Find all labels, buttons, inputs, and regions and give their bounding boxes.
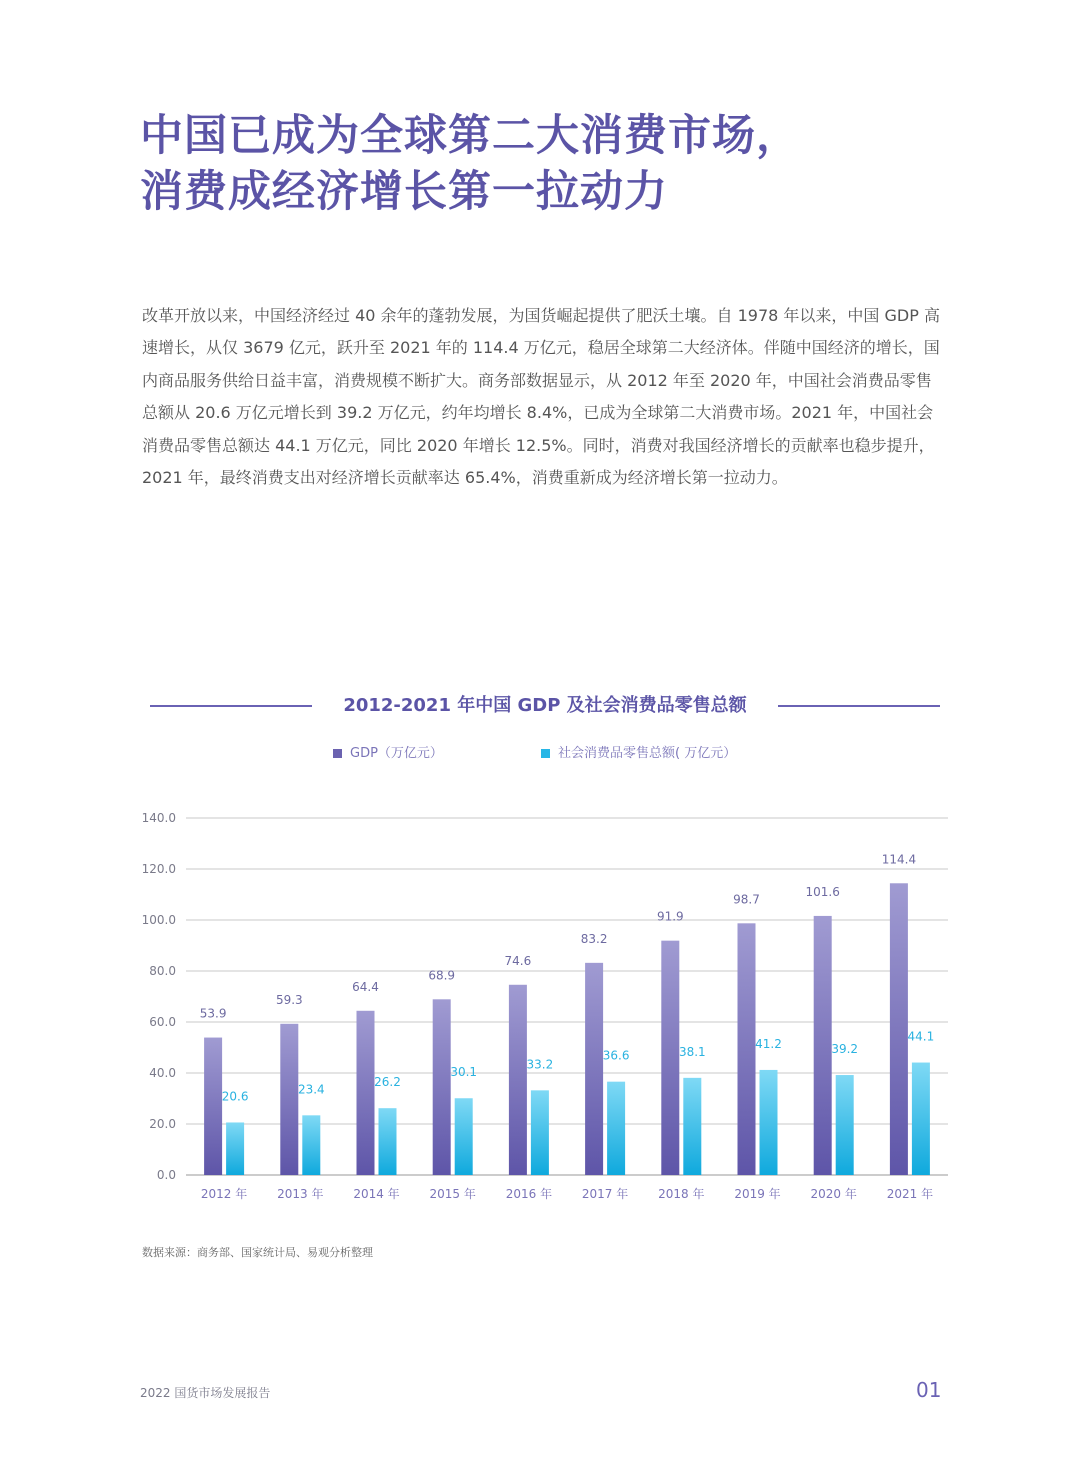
bar-gdp (280, 1024, 298, 1175)
bar-retail (455, 1098, 473, 1175)
bar-gdp (357, 1011, 375, 1175)
data-label-gdp: 83.2 (580, 931, 608, 946)
x-tick-label: 2017 年 (581, 1187, 629, 1201)
x-tick-label: 2018 年 (658, 1187, 705, 1201)
x-tick-label: 2015 年 (429, 1187, 476, 1201)
bar-gdp (204, 1038, 222, 1175)
data-label-retail: 23.4 (297, 1082, 325, 1097)
title-line-2: 消费成经济增长第一拉动力 (140, 167, 668, 217)
data-label-retail: 33.2 (526, 1057, 554, 1072)
chart-legend (0, 742, 1080, 762)
footer-report-title: 2022 国货市场发展报告 (140, 1386, 271, 1400)
data-label-gdp: 91.9 (656, 909, 684, 924)
bar-retail (760, 1070, 778, 1175)
x-tick-label: 2014 年 (353, 1187, 400, 1201)
bar-gdp (738, 923, 756, 1175)
legend-swatch-retail (541, 749, 550, 758)
bar-retail (379, 1108, 397, 1175)
bar-retail (302, 1115, 320, 1175)
legend-item-retail (541, 742, 736, 761)
bar-retail (912, 1063, 930, 1175)
bar-gdp (509, 985, 527, 1175)
data-label-retail: 44.1 (907, 1029, 935, 1044)
y-tick-label: 20.0 (149, 1117, 176, 1131)
y-tick-label: 0.0 (156, 1168, 176, 1182)
bar-gdp (585, 963, 603, 1175)
y-tick-label: 100.0 (141, 913, 176, 927)
y-tick-label: 40.0 (149, 1066, 176, 1080)
x-tick-label: 2020 年 (810, 1187, 857, 1201)
legend-label-gdp: GDP（万亿元） (350, 746, 443, 761)
data-label-gdp: 53.9 (199, 1006, 227, 1021)
x-tick-label: 2013 年 (277, 1187, 324, 1201)
x-tick-label: 2019 年 (734, 1187, 781, 1201)
data-label-retail: 38.1 (678, 1044, 706, 1059)
data-label-gdp: 74.6 (504, 953, 532, 968)
data-label-gdp: 64.4 (352, 979, 379, 994)
data-label-gdp: 68.9 (428, 968, 456, 983)
legend-item-gdp (333, 742, 443, 761)
x-tick-label: 2021 年 (886, 1187, 934, 1201)
bar-gdp (661, 941, 679, 1175)
bar-retail (836, 1075, 854, 1175)
legend-swatch-gdp (333, 749, 342, 758)
x-tick-label: 2012 年 (200, 1187, 248, 1201)
title-line-1: 中国已成为全球第二大消费市场， (140, 111, 800, 161)
chart-header-rule-right (778, 705, 940, 707)
y-tick-label: 80.0 (149, 964, 176, 978)
bar-gdp (814, 916, 832, 1175)
data-label-gdp: 98.7 (733, 892, 760, 907)
page-title (140, 108, 1000, 220)
footer-page-number: 01 (916, 1378, 942, 1402)
bar-retail (531, 1090, 549, 1175)
data-source: 数据来源：商务部、国家统计局、易观分析整理 (142, 1246, 373, 1259)
data-label-gdp: 59.3 (275, 992, 303, 1007)
bar-retail (607, 1082, 625, 1175)
data-label-gdp: 114.4 (881, 852, 917, 867)
data-label-retail: 26.2 (374, 1075, 401, 1090)
legend-label-retail: 社会消费品零售总额( 万亿元） (558, 746, 737, 761)
data-label-retail: 39.2 (831, 1042, 859, 1057)
bar-retail (226, 1122, 244, 1175)
chart-title: 2012-2021 年中国 GDP 及社会消费品零售总额 (343, 695, 747, 716)
data-label-retail: 20.6 (221, 1089, 249, 1104)
data-label-gdp: 101.6 (805, 884, 840, 899)
y-tick-label: 60.0 (149, 1015, 176, 1029)
bar-gdp (890, 883, 908, 1175)
y-tick-label: 140.0 (141, 811, 176, 825)
bar-chart (0, 800, 1080, 1220)
bar-layer (204, 883, 930, 1175)
data-label-retail: 30.1 (450, 1065, 478, 1080)
chart-header (150, 690, 940, 722)
data-label-retail: 36.6 (602, 1048, 630, 1063)
x-tick-label: 2016 年 (505, 1187, 553, 1201)
bar-retail (683, 1078, 701, 1175)
bar-gdp (433, 999, 451, 1175)
y-tick-label: 120.0 (141, 862, 176, 876)
intro-paragraph: 改革开放以来，中国经济经过 40 余年的蓬勃发展，为国货崛起提供了肥沃土壤。自 1978 年以来，中国 GDP 高速增长，从仅 3679 亿元，跃升至 2021 年的 114.4 万亿元，稳居全球第二大经济体。伴随中国经济的增长，国内商品服务供给日益丰富，消费规模不断扩大。商务部数据显示，从 2012 年至 2020 年，中国社会消费品零售总额从 20.6 万亿元增长到 39.2 万亿元，约年均增长 8.4%，已成为全球第二大消费市场。2021 年，中国社会消费品零售总额达 44.1 万亿元，同比 2020 年增长 12.5%。同时，消费对我国经济增长的贡献率也稳步提升，2021 年，最终消费支出对经济增长贡献率达 65.4%，消费重新成为经济增长第一拉动力。 (142, 306, 940, 488)
data-label-retail: 41.2 (755, 1036, 782, 1051)
